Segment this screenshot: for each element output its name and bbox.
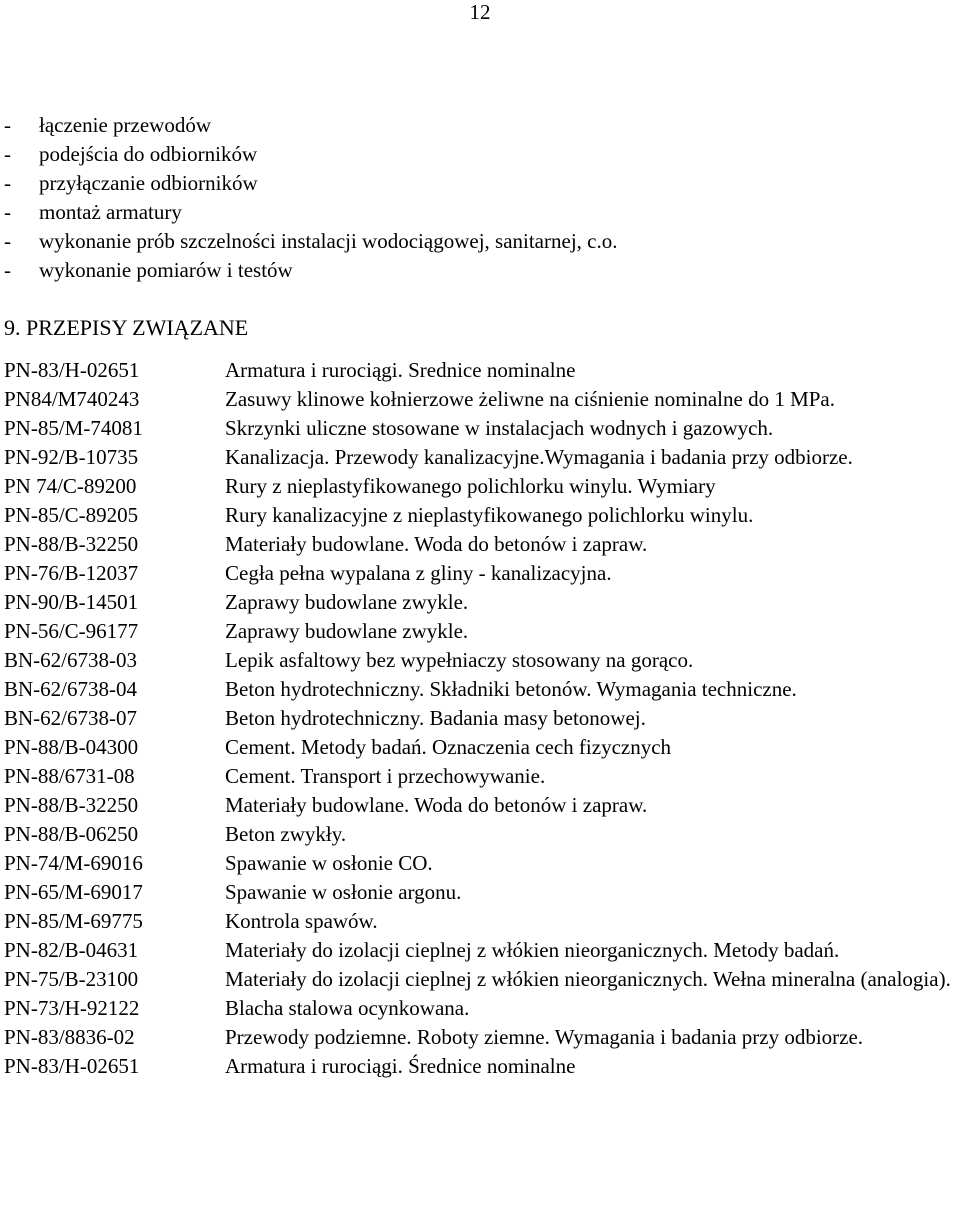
standard-code: BN-62/6738-03 bbox=[4, 648, 137, 672]
list-item bbox=[4, 169, 944, 198]
standard-description: Cegła pełna wypalana z gliny - kanalizacyjna. bbox=[225, 561, 612, 585]
table-row bbox=[4, 414, 958, 443]
standard-code: PN-88/B-32250 bbox=[4, 532, 139, 556]
standard-code: PN-85/M-69775 bbox=[4, 909, 143, 933]
table-row bbox=[4, 762, 958, 791]
table-row bbox=[4, 936, 958, 965]
standard-description: Zaprawy budowlane zwykle. bbox=[225, 590, 469, 614]
standard-code: PN-82/B-04631 bbox=[4, 938, 139, 962]
standard-description: Spawanie w osłonie CO. bbox=[225, 851, 433, 875]
standard-description: Przewody podziemne. Roboty ziemne. Wymagania i badania przy odbiorze. bbox=[225, 1025, 864, 1049]
standard-description: Spawanie w osłonie argonu. bbox=[225, 880, 462, 904]
standard-description: Kontrola spawów. bbox=[225, 909, 378, 933]
table-row bbox=[4, 878, 958, 907]
table-row bbox=[4, 704, 958, 733]
standard-code: PN-83/H-02651 bbox=[4, 358, 140, 382]
standard-description: Skrzynki uliczne stosowane w instalacjach wodnych i gazowych. bbox=[225, 416, 774, 440]
bullet-text: łączenie przewodów bbox=[39, 113, 211, 137]
standard-description: Materiały budowlane. Woda do betonów i zapraw. bbox=[225, 793, 648, 817]
standard-description: Kanalizacja. Przewody kanalizacyjne.Wymagania i badania przy odbiorze. bbox=[225, 445, 853, 469]
table-row bbox=[4, 530, 958, 559]
table-row bbox=[4, 559, 958, 588]
standard-description: Blacha stalowa ocynkowana. bbox=[225, 996, 470, 1020]
bullet-list bbox=[4, 111, 944, 285]
table-row bbox=[4, 675, 958, 704]
standard-code: PN-73/H-92122 bbox=[4, 996, 140, 1020]
standard-code: PN 74/C-89200 bbox=[4, 474, 137, 498]
table-row bbox=[4, 385, 958, 414]
standard-description: Zaprawy budowlane zwykle. bbox=[225, 619, 469, 643]
table-row bbox=[4, 617, 958, 646]
standard-code: PN-74/M-69016 bbox=[4, 851, 143, 875]
bullet-text: wykonanie prób szczelności instalacji wodociągowej, sanitarnej, c.o. bbox=[39, 229, 618, 253]
bullet-text: przyłączanie odbiorników bbox=[39, 171, 258, 195]
page-number: 12 bbox=[469, 0, 491, 24]
table-row bbox=[4, 501, 958, 530]
standard-code: PN-90/B-14501 bbox=[4, 590, 139, 614]
bullet-text: wykonanie pomiarów i testów bbox=[39, 258, 293, 282]
table-row bbox=[4, 443, 958, 472]
standard-code: PN-83/H-02651 bbox=[4, 1054, 140, 1078]
standard-description: Materiały do izolacji cieplnej z włókien nieorganicznych. Metody badań. bbox=[225, 938, 840, 962]
table-row bbox=[4, 994, 958, 1023]
standard-code: PN84/M740243 bbox=[4, 387, 140, 411]
standard-code: PN-88/B-04300 bbox=[4, 735, 139, 759]
standard-description: Rury kanalizacyjne z nieplastyfikowanego polichlorku winylu. bbox=[225, 503, 754, 527]
standard-code: PN-76/B-12037 bbox=[4, 561, 139, 585]
standard-code: BN-62/6738-07 bbox=[4, 706, 137, 730]
standard-code: PN-56/C-96177 bbox=[4, 619, 139, 643]
bullet-text: montaż armatury bbox=[39, 200, 182, 224]
bullet-dash: - bbox=[4, 113, 11, 137]
standard-description: Beton hydrotechniczny. Badania masy betonowej. bbox=[225, 706, 646, 730]
bullet-dash: - bbox=[4, 200, 11, 224]
table-row bbox=[4, 849, 958, 878]
standard-description: Zasuwy klinowe kołnierzowe żeliwne na ciśnienie nominalne do 1 MPa. bbox=[225, 387, 836, 411]
table-row bbox=[4, 791, 958, 820]
standard-code: PN-88/6731-08 bbox=[4, 764, 135, 788]
list-item bbox=[4, 227, 944, 256]
standard-description: Lepik asfaltowy bez wypełniaczy stosowany na gorąco. bbox=[225, 648, 694, 672]
standard-description: Armatura i rurociągi. Srednice nominalne bbox=[225, 358, 576, 382]
table-row bbox=[4, 1052, 958, 1081]
bullet-text: podejścia do odbiorników bbox=[39, 142, 258, 166]
standard-code: PN-92/B-10735 bbox=[4, 445, 139, 469]
table-row bbox=[4, 965, 958, 994]
standard-code: PN-85/C-89205 bbox=[4, 503, 139, 527]
standard-description: Materiały do izolacji cieplnej z włókien nieorganicznych. Wełna mineralna (analogia). bbox=[225, 967, 951, 991]
standard-description: Cement. Transport i przechowywanie. bbox=[225, 764, 546, 788]
standard-code: PN-88/B-06250 bbox=[4, 822, 139, 846]
table-row bbox=[4, 820, 958, 849]
bullet-dash: - bbox=[4, 171, 11, 195]
standard-code: PN-75/B-23100 bbox=[4, 967, 139, 991]
bullet-dash: - bbox=[4, 229, 11, 253]
standard-description: Beton hydrotechniczny. Składniki betonów. Wymagania techniczne. bbox=[225, 677, 797, 701]
table-row bbox=[4, 1023, 958, 1052]
standard-description: Armatura i rurociągi. Średnice nominalne bbox=[225, 1054, 576, 1078]
list-item bbox=[4, 111, 944, 140]
standard-description: Cement. Metody badań. Oznaczenia cech fizycznych bbox=[225, 735, 672, 759]
standard-code: PN-88/B-32250 bbox=[4, 793, 139, 817]
table-row bbox=[4, 472, 958, 501]
bullet-dash: - bbox=[4, 258, 11, 282]
standard-code: PN-65/M-69017 bbox=[4, 880, 143, 904]
list-item bbox=[4, 140, 944, 169]
standard-code: PN-83/8836-02 bbox=[4, 1025, 135, 1049]
section-heading: 9. PRZEPISY ZWIĄZANE bbox=[4, 315, 249, 340]
standard-description: Beton zwykły. bbox=[225, 822, 347, 846]
standard-code: BN-62/6738-04 bbox=[4, 677, 137, 701]
bullet-dash: - bbox=[4, 142, 11, 166]
table-row bbox=[4, 646, 958, 675]
standards-table bbox=[4, 356, 958, 1081]
list-item bbox=[4, 256, 944, 285]
standard-code: PN-85/M-74081 bbox=[4, 416, 143, 440]
table-row bbox=[4, 733, 958, 762]
table-row bbox=[4, 907, 958, 936]
standard-description: Rury z nieplastyfikowanego polichlorku winylu. Wymiary bbox=[225, 474, 716, 498]
table-row bbox=[4, 356, 958, 385]
table-row bbox=[4, 588, 958, 617]
list-item bbox=[4, 198, 944, 227]
standard-description: Materiały budowlane. Woda do betonów i zapraw. bbox=[225, 532, 648, 556]
